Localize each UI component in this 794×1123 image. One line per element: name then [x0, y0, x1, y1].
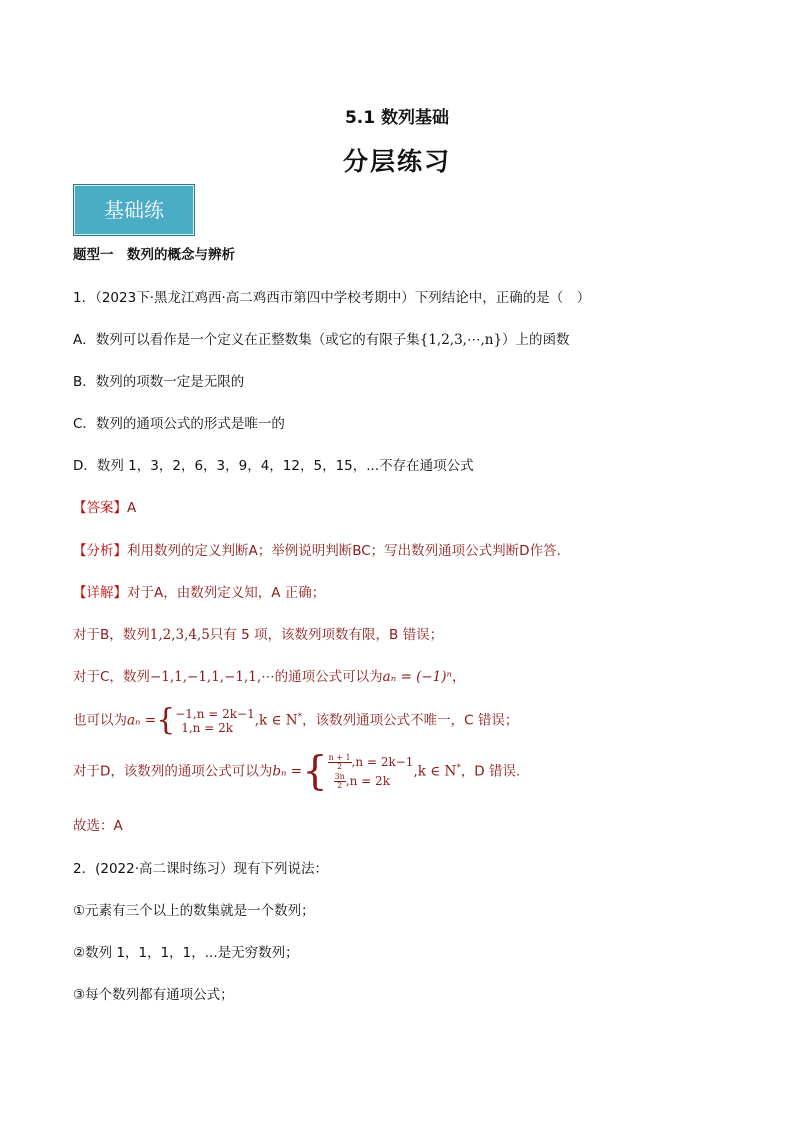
detail-c2-case1: −1,n = 2k−1: [175, 706, 255, 721]
q1-option-a-set: {1,2,3,⋯,n}: [419, 332, 503, 348]
detail-d-cases: [328, 753, 414, 791]
detail-c2-k: ,k ∈ N: [254, 712, 298, 729]
choose-value: A: [113, 818, 123, 834]
q1-option-b: B．数列的项数一定是无限的: [73, 374, 245, 390]
q1-option-a-post: ）上的函数: [502, 332, 570, 348]
q1-detail-b: [73, 626, 443, 644]
q2-item-1: ①元素有三个以上的数集就是一个数列；: [73, 903, 315, 919]
answer-value: A: [127, 500, 137, 516]
detail-d-case1: ,n = 2k−1: [351, 754, 414, 769]
q1-option-a: [73, 331, 570, 349]
detail-c2-post: ，该数列通项公式不唯一，C 错误；: [302, 712, 519, 729]
detail-d-frac1: [328, 754, 352, 771]
detail-a-text: 对于A，由数列定义知，A 正确；: [127, 585, 326, 601]
detail-d-k: ,k ∈ N: [413, 763, 457, 780]
detail-d-frac2: [334, 773, 346, 790]
q1-choose: [73, 817, 123, 835]
detail-c-pre: 对于C，数列: [73, 669, 150, 685]
left-brace-icon: {: [156, 702, 176, 738]
q1-option-d: D．数列 1，3，2，6，3，9，4，12，5，15，...不存在通项公式: [73, 458, 474, 474]
q1-option-c: C．数列的通项公式的形式是唯一的: [73, 416, 285, 432]
detail-c-formula: aₙ = (−1)ⁿ: [382, 669, 452, 685]
detail-c2-cases: [175, 707, 255, 735]
detail-c-seq: −1,1,−1,1,−1,1,⋯: [149, 669, 275, 685]
detail-b-post: 只有 5 项，该数列项数有限，B 错误；: [209, 627, 444, 643]
document-title: 5.1 数列基础: [344, 108, 450, 128]
detail-d-star: *: [456, 763, 461, 773]
detail-d-frac2-num: 3n: [334, 771, 345, 781]
q1-stem: 1．（2023下·黑龙江鸡西·高二鸡西市第四中学校考期中）下列结论中，正确的是（ ）: [73, 290, 591, 306]
detail-c2-case2: 1,n = 2k: [181, 720, 233, 735]
section-heading: 题型一 数列的概念与辨析: [73, 247, 235, 263]
q1-answer: [73, 499, 136, 517]
detail-b-pre: 对于B，数列: [73, 627, 150, 643]
q2-item-2: ②数列 1，1，1，1，...是无穷数列；: [73, 945, 299, 961]
detail-d-post: ，D 错误.: [460, 763, 521, 780]
detail-c-mid: 的通项公式可以为: [274, 669, 383, 685]
detail-d-pre: 对于D，该数列的通项公式可以为: [73, 763, 273, 780]
q1-option-a-pre: A．数列可以看作是一个定义在正整数集（或它的有限子集: [73, 332, 420, 348]
detail-b-seq: 1,2,3,4,5: [149, 627, 210, 643]
q1-detail-d: [73, 746, 520, 794]
detail-d-frac1-den: 2: [337, 761, 343, 771]
detail-d-frac1-num: n + 1: [328, 752, 351, 762]
document-subtitle: 分层练习: [342, 147, 451, 176]
detail-c2-an: aₙ =: [127, 712, 157, 729]
q1-analysis: [73, 542, 561, 560]
detail-d-case1-row: [328, 753, 414, 772]
left-brace-icon-d: {: [302, 748, 328, 795]
detail-c2-pre: 也可以为: [73, 712, 127, 729]
detail-c2-star: *: [297, 712, 303, 722]
analysis-tag: 【分析】: [73, 543, 127, 559]
detail-d-case2-row: [328, 772, 414, 791]
choose-pre: 故选：: [73, 818, 114, 834]
detail-tag: 【详解】: [73, 585, 127, 601]
q2-stem: 2．(2022·高二课时练习）现有下列说法：: [73, 861, 329, 877]
detail-c-end: ，: [451, 669, 466, 685]
detail-d-case2: ,n = 2k: [345, 773, 390, 788]
detail-d-frac2-den: 2: [337, 780, 343, 790]
answer-tag: 【答案】: [73, 500, 127, 516]
detail-d-bn: bₙ =: [272, 763, 303, 780]
analysis-text: 利用数列的定义判断A；举例说明判断BC；写出数列通项公式判断D作答.: [127, 543, 561, 559]
q2-item-3: ③每个数列都有通项公式；: [73, 987, 234, 1003]
q1-detail-c: [73, 668, 465, 686]
q1-detail-c2: [73, 702, 518, 736]
q1-detail-a: [73, 584, 325, 602]
section-badge: 基础练: [73, 184, 195, 236]
